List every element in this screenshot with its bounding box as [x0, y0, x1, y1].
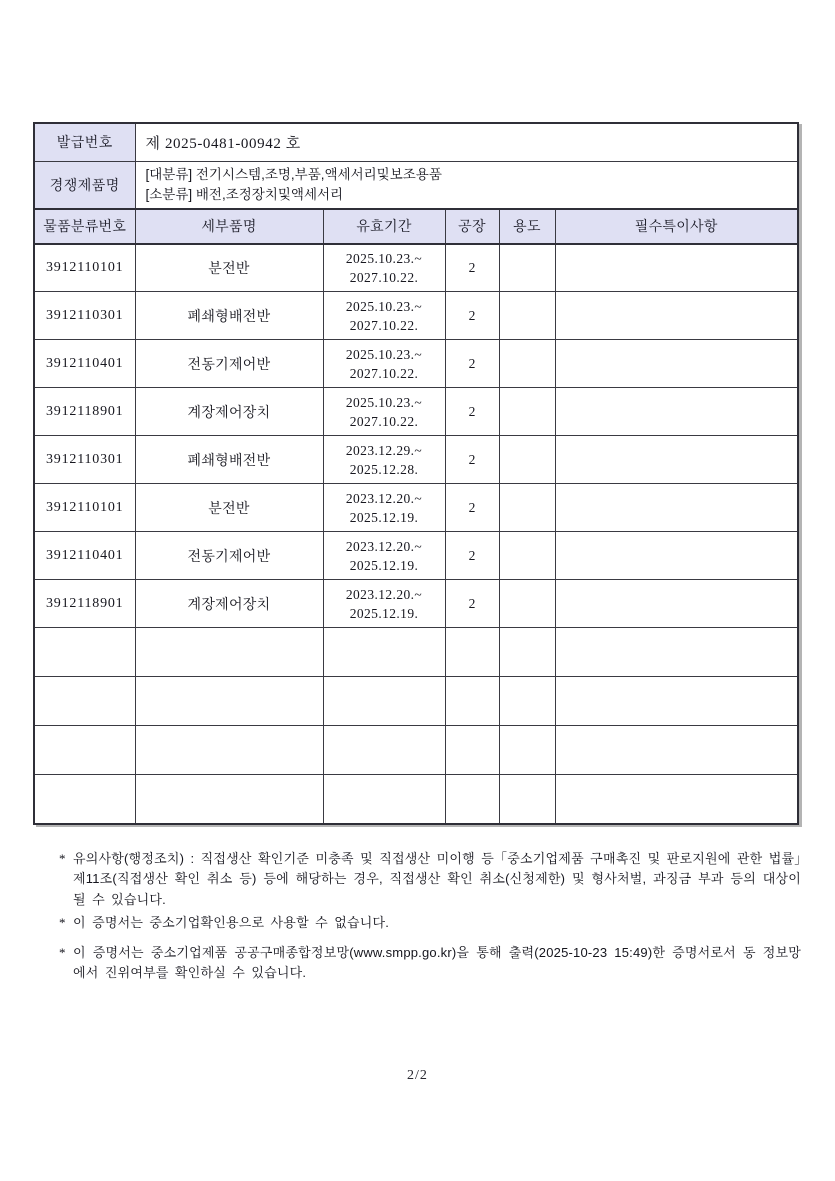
table-rows — [34, 244, 798, 824]
cell-special-note — [555, 484, 798, 532]
column-header-item-name: 세부품명 — [135, 209, 323, 244]
cell-usage — [499, 292, 555, 340]
cell-valid-period — [323, 775, 445, 824]
table-row — [34, 292, 798, 340]
cell-factory: 2 — [445, 484, 499, 532]
note-text: 이 증명서는 중소기업확인용으로 사용할 수 없습니다. — [73, 915, 390, 930]
cell-factory: 2 — [445, 292, 499, 340]
issue-number-value — [135, 123, 798, 161]
valid-to: 2027.10.22. — [349, 269, 419, 285]
cell-item-name — [135, 775, 323, 824]
table-row — [34, 340, 798, 388]
valid-to: 2025.12.19. — [349, 509, 419, 525]
issue-number-text: 제 2025-0481-00942 호 — [145, 135, 301, 152]
cell-usage — [499, 244, 555, 292]
cell-special-note — [555, 628, 798, 677]
cell-valid-period — [323, 388, 445, 436]
page-number: 2/2 — [407, 1068, 428, 1083]
cell-special-note — [555, 388, 798, 436]
cell-factory: 2 — [445, 436, 499, 484]
cell-item-code: 3912110401 — [34, 532, 135, 580]
cell-factory: 2 — [445, 340, 499, 388]
valid-from: 2025.10.23.~ — [345, 394, 423, 410]
cell-item-code: 3912110401 — [34, 340, 135, 388]
note-caution — [57, 849, 801, 911]
valid-to: 2025.12.19. — [349, 605, 419, 621]
note-text: 이 증명서는 중소기업제품 공공구매종합정보망(www.smpp.go.kr)을 통해 출력(2025-10-23 15:49)한 증명서로서 동 정보망에서 진위여부를 확인하실 수 있습니다. — [73, 944, 801, 980]
table-row-empty — [34, 628, 798, 677]
cell-special-note — [555, 340, 798, 388]
table-row-empty — [34, 726, 798, 775]
valid-to: 2027.10.22. — [349, 317, 419, 333]
cell-valid-period — [323, 244, 445, 292]
cell-usage — [499, 340, 555, 388]
cell-valid-period — [323, 532, 445, 580]
cell-factory — [445, 726, 499, 775]
cell-valid-period — [323, 484, 445, 532]
cell-item-name — [135, 628, 323, 677]
cell-item-code: 3912118901 — [34, 580, 135, 628]
cell-special-note — [555, 532, 798, 580]
column-header-valid-period: 유효기간 — [323, 209, 445, 244]
table-row — [34, 388, 798, 436]
cell-item-code — [34, 726, 135, 775]
cell-item-name — [135, 726, 323, 775]
note-text: 유의사항(행정조치) : 직접생산 확인기준 미충족 및 직접생산 미이행 등「중소기업제품 구매촉진 및 판로지원에 관한 법률」제11조(직접생산 확인 취소 등) 등에 해당하는 경우, 직접생산 확인 취소(신청제한) 및 형사처벌, 과징금 부과 등의 대상이 될 수 있습니다. — [73, 850, 801, 907]
table-row — [34, 484, 798, 532]
cell-special-note — [555, 775, 798, 824]
cell-factory — [445, 628, 499, 677]
column-header-special-note: 필수특이사항 — [555, 209, 798, 244]
cell-valid-period — [323, 580, 445, 628]
cell-usage — [499, 580, 555, 628]
table-row — [34, 580, 798, 628]
cell-factory: 2 — [445, 580, 499, 628]
table-row-empty — [34, 775, 798, 824]
valid-to: 2025.12.19. — [349, 557, 419, 573]
cell-valid-period — [323, 677, 445, 726]
cell-special-note — [555, 292, 798, 340]
cell-item-name: 분전반 — [135, 244, 323, 292]
valid-from: 2023.12.20.~ — [345, 490, 423, 506]
cell-item-name: 분전반 — [135, 484, 323, 532]
cell-valid-period — [323, 340, 445, 388]
product-major-category: [대분류] 전기시스템,조명,부품,액세서리및보조용품 — [145, 166, 442, 182]
cell-item-code — [34, 677, 135, 726]
valid-from: 2023.12.29.~ — [345, 442, 423, 458]
cell-special-note — [555, 677, 798, 726]
table-row-empty — [34, 677, 798, 726]
asterisk-bullet: * — [59, 850, 66, 866]
valid-from: 2025.10.23.~ — [345, 298, 423, 314]
valid-from: 2025.10.23.~ — [345, 250, 423, 266]
cell-valid-period — [323, 436, 445, 484]
column-header-usage: 용도 — [499, 209, 555, 244]
cell-item-code: 3912110101 — [34, 244, 135, 292]
cell-factory — [445, 677, 499, 726]
asterisk-bullet: * — [59, 944, 66, 960]
valid-to: 2025.12.28. — [349, 461, 419, 477]
cell-valid-period — [323, 292, 445, 340]
cell-item-name: 전동기제어반 — [135, 532, 323, 580]
cell-usage — [499, 484, 555, 532]
cell-usage — [499, 532, 555, 580]
table-row — [34, 436, 798, 484]
note-not-for-sme-confirmation — [57, 913, 801, 934]
cell-item-name: 계장제어장치 — [135, 388, 323, 436]
issue-number-row — [34, 123, 798, 161]
cell-special-note — [555, 244, 798, 292]
cell-factory — [445, 775, 499, 824]
cell-item-code — [34, 628, 135, 677]
certificate-table — [33, 122, 799, 825]
cell-item-name: 폐쇄형배전반 — [135, 436, 323, 484]
product-minor-category: [소분류] 배전,조정장치및액세서리 — [145, 186, 344, 202]
table-row — [34, 244, 798, 292]
cell-item-name — [135, 677, 323, 726]
cell-item-name: 폐쇄형배전반 — [135, 292, 323, 340]
note-verification — [57, 943, 801, 984]
column-header-factory: 공장 — [445, 209, 499, 244]
cell-item-code: 3912110301 — [34, 292, 135, 340]
cell-usage — [499, 628, 555, 677]
cell-valid-period — [323, 628, 445, 677]
column-header-item-code: 물품분류번호 — [34, 209, 135, 244]
asterisk-bullet: * — [59, 915, 66, 930]
cell-factory: 2 — [445, 388, 499, 436]
cell-item-name: 전동기제어반 — [135, 340, 323, 388]
cell-usage — [499, 436, 555, 484]
cell-usage — [499, 388, 555, 436]
table-row — [34, 532, 798, 580]
cell-special-note — [555, 436, 798, 484]
cell-factory: 2 — [445, 532, 499, 580]
valid-from: 2023.12.20.~ — [345, 586, 423, 602]
table-header-row — [34, 209, 798, 244]
cell-item-code: 3912110301 — [34, 436, 135, 484]
cell-factory: 2 — [445, 244, 499, 292]
issue-number-label: 발급번호 — [34, 123, 135, 161]
valid-to: 2027.10.22. — [349, 365, 419, 381]
cell-item-code: 3912118901 — [34, 388, 135, 436]
competing-product-value — [135, 161, 798, 209]
valid-from: 2025.10.23.~ — [345, 346, 423, 362]
cell-item-code: 3912110101 — [34, 484, 135, 532]
cell-item-name: 계장제어장치 — [135, 580, 323, 628]
cell-item-code — [34, 775, 135, 824]
competing-product-label: 경쟁제품명 — [34, 161, 135, 209]
competing-product-row — [34, 161, 798, 209]
cell-usage — [499, 726, 555, 775]
cell-usage — [499, 677, 555, 726]
cell-special-note — [555, 580, 798, 628]
cell-valid-period — [323, 726, 445, 775]
footnotes — [57, 849, 801, 984]
valid-from: 2023.12.20.~ — [345, 538, 423, 554]
cell-special-note — [555, 726, 798, 775]
cell-usage — [499, 775, 555, 824]
valid-to: 2027.10.22. — [349, 413, 419, 429]
